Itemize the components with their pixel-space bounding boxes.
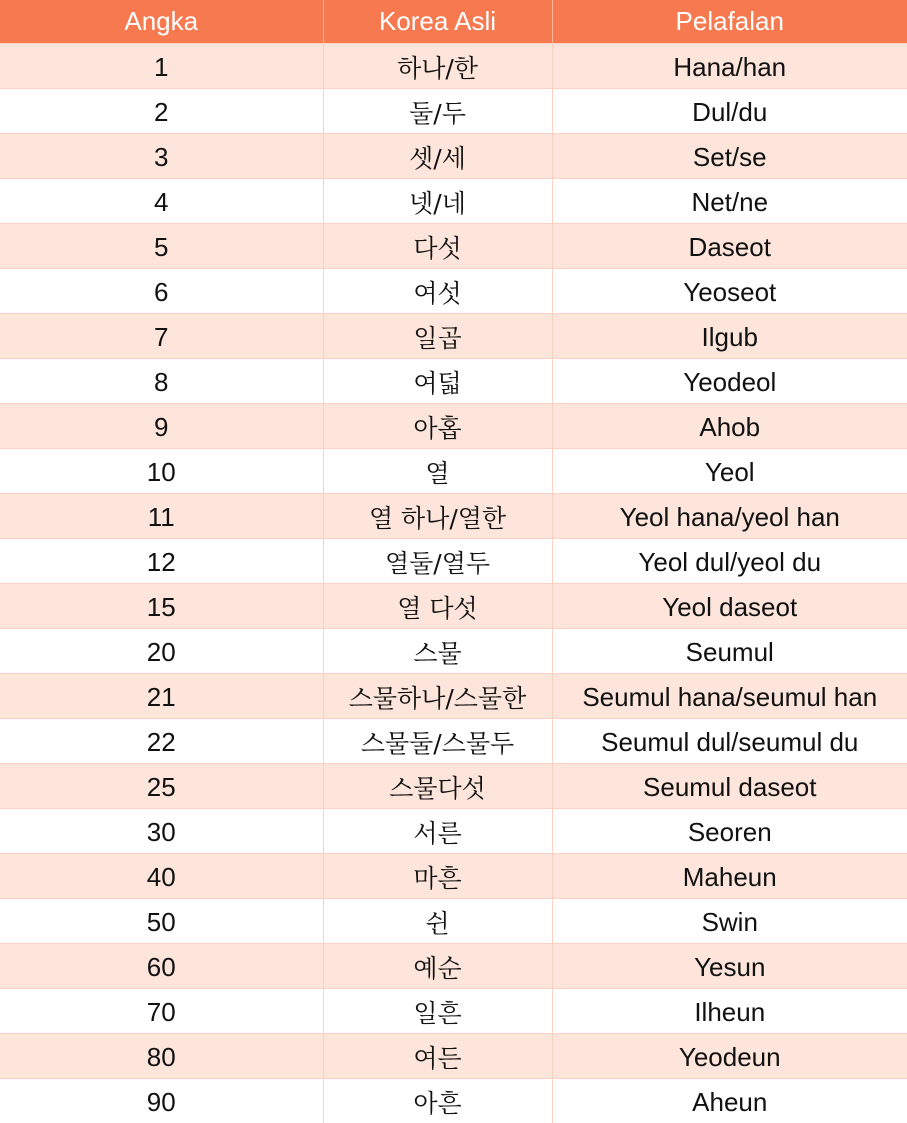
cell-korean: 열 다섯 [323,584,552,629]
cell-pronunciation: Yeol [552,449,907,494]
table-row [0,359,907,404]
cell-korean: 넷/네 [323,179,552,224]
cell-pronunciation: Yeodeun [552,1034,907,1079]
cell-number: 30 [0,809,323,854]
header-row [0,0,907,44]
table-row [0,674,907,719]
cell-number: 3 [0,134,323,179]
cell-pronunciation: Daseot [552,224,907,269]
cell-pronunciation: Yeol daseot [552,584,907,629]
cell-korean: 일흔 [323,989,552,1034]
cell-number: 8 [0,359,323,404]
cell-pronunciation: Yeol dul/yeol du [552,539,907,584]
cell-korean: 마흔 [323,854,552,899]
cell-korean: 둘/두 [323,89,552,134]
table-row [0,494,907,539]
cell-number: 60 [0,944,323,989]
table-row [0,179,907,224]
table-row [0,629,907,674]
cell-number: 25 [0,764,323,809]
table-row [0,944,907,989]
table-row [0,44,907,89]
cell-number: 40 [0,854,323,899]
table-row [0,854,907,899]
cell-korean: 하나/한 [323,44,552,89]
cell-korean: 셋/세 [323,134,552,179]
cell-pronunciation: Yesun [552,944,907,989]
cell-number: 1 [0,44,323,89]
cell-korean: 열 하나/열한 [323,494,552,539]
table-row [0,989,907,1034]
cell-number: 22 [0,719,323,764]
table-row [0,539,907,584]
cell-korean: 스물다섯 [323,764,552,809]
header-pelafalan: Pelafalan [552,0,907,44]
cell-korean: 아홉 [323,404,552,449]
cell-korean: 서른 [323,809,552,854]
cell-number: 20 [0,629,323,674]
table-row [0,584,907,629]
cell-number: 21 [0,674,323,719]
table-row [0,719,907,764]
cell-number: 10 [0,449,323,494]
cell-korean: 스물둘/스물두 [323,719,552,764]
cell-korean: 일곱 [323,314,552,359]
table-row [0,89,907,134]
cell-number: 50 [0,899,323,944]
cell-korean: 스물 [323,629,552,674]
cell-pronunciation: Aheun [552,1079,907,1123]
cell-korean: 예순 [323,944,552,989]
cell-korean: 여덟 [323,359,552,404]
cell-pronunciation: Dul/du [552,89,907,134]
cell-number: 5 [0,224,323,269]
table-row [0,269,907,314]
table-row [0,134,907,179]
cell-pronunciation: Yeoseot [552,269,907,314]
cell-pronunciation: Ilgub [552,314,907,359]
table-row [0,224,907,269]
cell-number: 70 [0,989,323,1034]
cell-pronunciation: Seumul [552,629,907,674]
cell-korean: 아흔 [323,1079,552,1123]
cell-pronunciation: Seumul hana/seumul han [552,674,907,719]
table-row [0,764,907,809]
cell-pronunciation: Seumul daseot [552,764,907,809]
cell-pronunciation: Ilheun [552,989,907,1034]
cell-number: 7 [0,314,323,359]
cell-number: 4 [0,179,323,224]
table-row [0,449,907,494]
cell-number: 90 [0,1079,323,1123]
cell-pronunciation: Yeodeol [552,359,907,404]
header-korea-asli: Korea Asli [323,0,552,44]
header-angka: Angka [0,0,323,44]
cell-pronunciation: Hana/han [552,44,907,89]
cell-number: 2 [0,89,323,134]
cell-pronunciation: Set/se [552,134,907,179]
cell-korean: 다섯 [323,224,552,269]
cell-pronunciation: Net/ne [552,179,907,224]
cell-pronunciation: Yeol hana/yeol han [552,494,907,539]
cell-number: 11 [0,494,323,539]
table-row [0,314,907,359]
cell-pronunciation: Seumul dul/seumul du [552,719,907,764]
table-row [0,1079,907,1123]
table-row [0,899,907,944]
cell-number: 80 [0,1034,323,1079]
cell-number: 15 [0,584,323,629]
cell-pronunciation: Ahob [552,404,907,449]
cell-pronunciation: Maheun [552,854,907,899]
cell-korean: 쉰 [323,899,552,944]
cell-korean: 여든 [323,1034,552,1079]
table-row [0,1034,907,1079]
cell-korean: 열둘/열두 [323,539,552,584]
table-row [0,404,907,449]
cell-pronunciation: Swin [552,899,907,944]
cell-korean: 스물하나/스물한 [323,674,552,719]
cell-number: 6 [0,269,323,314]
cell-korean: 여섯 [323,269,552,314]
cell-number: 12 [0,539,323,584]
table-row [0,809,907,854]
cell-number: 9 [0,404,323,449]
cell-pronunciation: Seoren [552,809,907,854]
cell-korean: 열 [323,449,552,494]
